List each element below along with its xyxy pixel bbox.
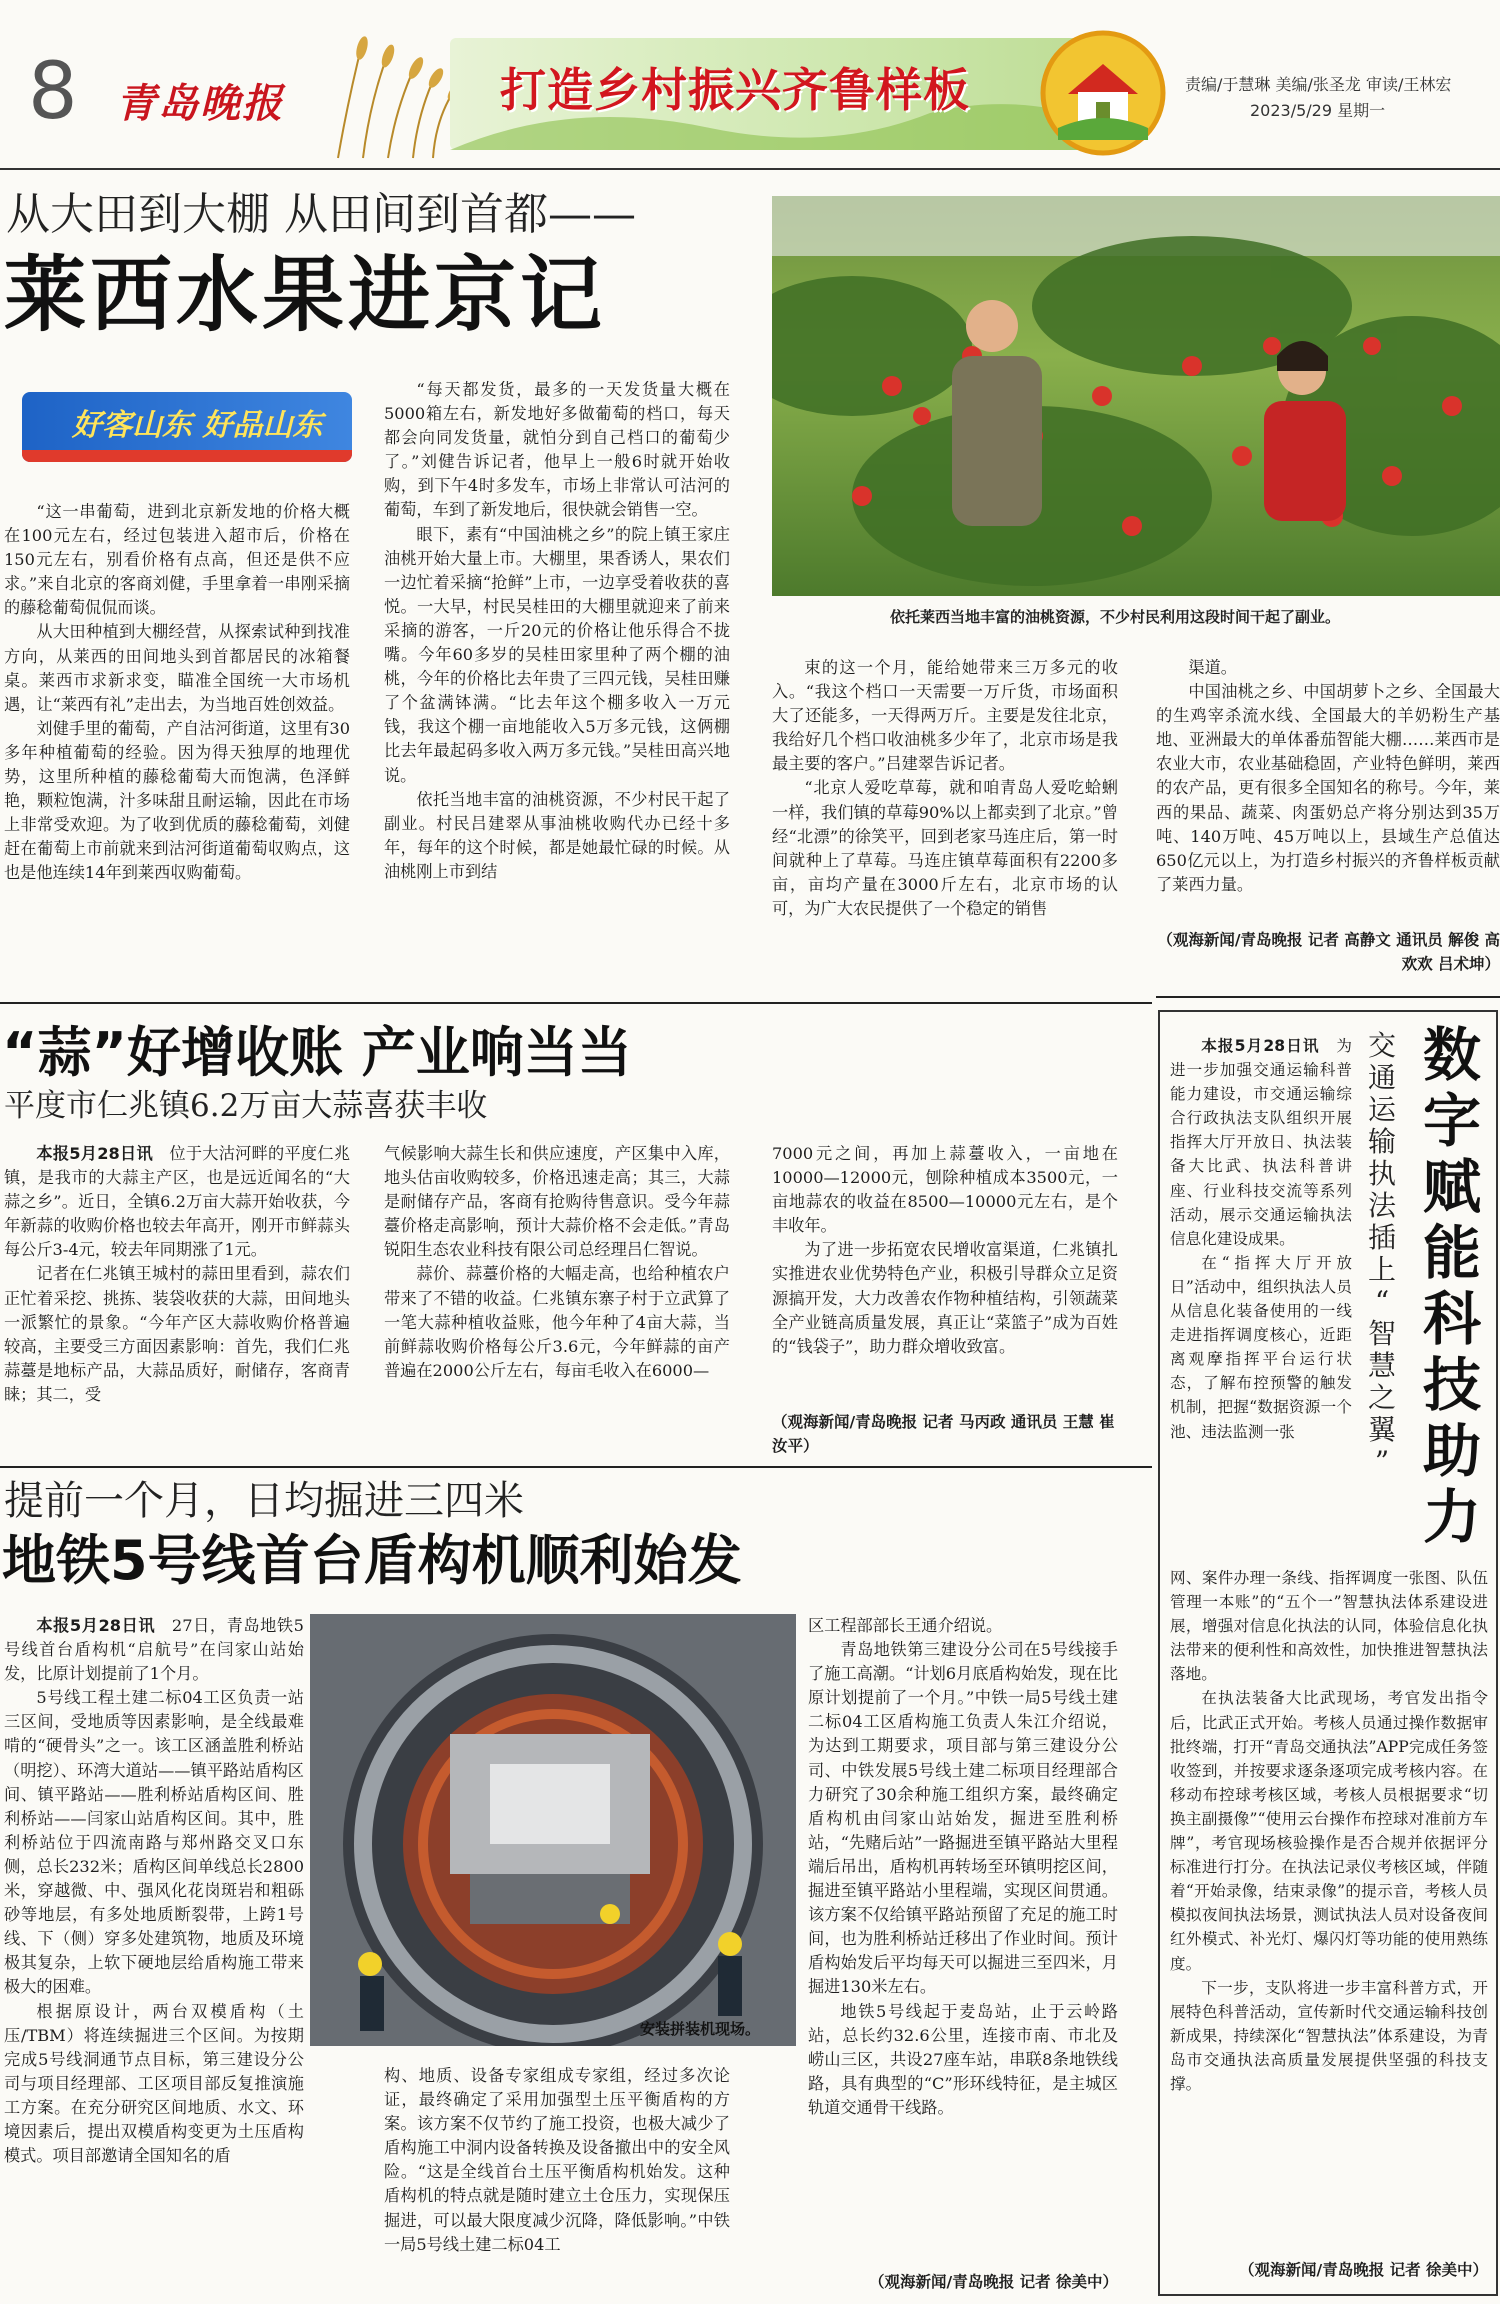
article2-column-3 xyxy=(772,1142,1118,1408)
article3-headline: 地铁5号线首台盾构机顺利始发 xyxy=(2,1529,742,1592)
logo-stripe xyxy=(22,450,352,462)
article4-column-bottom xyxy=(1170,1566,1488,2254)
article1-col1-text xyxy=(4,500,350,886)
article3-photo xyxy=(310,1614,796,2046)
dateline: 本报5月28日讯 xyxy=(36,1616,172,1635)
article2-credit: （观海新闻/青岛晚报 记者 马丙政 通讯员 王慧 崔汝平） xyxy=(772,1413,1115,1455)
paragraph: 渠道。 xyxy=(1188,658,1237,677)
article1-col2-text xyxy=(384,378,730,884)
paragraph: 在“指挥大厅开放日”活动中，组织执法人员从信息化装备使用的一线走进指挥调度核心，近距离观摩指挥平台运行状态，了解布控预警的触发机制，把握“数据资源一个池、违法监测一张 xyxy=(1170,1253,1352,1441)
article1-photo xyxy=(772,196,1500,596)
article2-bottom-rule xyxy=(0,1466,1152,1468)
article3-photo-caption: 安装拼装机现场。 xyxy=(640,2020,761,2038)
paragraph: 在执法装备大比武现场，考官发出指令后，比武正式开始。考核人员通过操作数据审批终端，打开“青岛交通执法”APP完成任务签收签到，并按要求逐条逐项完成考核内容。在移动布控球考核区域，考核人员根据要求“切换主副摄像”“使用云台操作布控球对准前方车牌”，考官现场核验操作是否合规并依据评分标准进行打分。在执法记录仪考核区域，伴随着“开始录像，结束录像”的提示音，考核人员模拟夜间执法场景，测试执法人员对设备夜间红外模式、补光灯、爆闪灯等功能的使用熟练度。 xyxy=(1170,1689,1488,1973)
article2-col1-text xyxy=(4,1142,350,1407)
article3-col3-text xyxy=(808,1614,1118,2120)
article3-column-2 xyxy=(384,2064,730,2304)
paragraph: “这一串葡萄，进到北京新发地的价格大概在100元左右，经过包装进入超市后，价格在150元左右，别看价格有点高，但还是供不应求。”来自北京的客商刘健，手里拿着一串刚采摘的藤稔葡萄侃侃而谈。 xyxy=(4,502,350,618)
article2-col3-text xyxy=(772,1142,1118,1359)
paragraph: 区工程部部长王通介绍说。 xyxy=(808,1616,1003,1635)
paragraph: 中国油桃之乡、中国胡萝卜之乡、全国最大的生鸡宰杀流水线、全国最大的羊奶粉生产基地、亚洲最大的单体番茄智能大棚……莱西市是农业大市，农业基础稳固，产业特色鲜明，莱西的农产品，更有很多全国知名的称号。今年，莱西的果品、蔬菜、肉蛋奶总产将分别达到35万吨、140万吨、45万吨以上，县域生产总值达650亿元以上，为打造乡村振兴的齐鲁样板贡献了莱西力量。 xyxy=(1156,682,1500,894)
article1-bottom-rule xyxy=(0,1002,1152,1004)
article4-top-text xyxy=(1170,1034,1352,1444)
paragraph: 构、地质、设备专家组成专家组，经过多次论证，最终确定了采用加强型土压平衡盾构的方案。该方案不仅节约了施工投资，也极大减少了盾构施工中洞内设备转换及设备撤出中的安全风险。“这是全线首台土压平衡盾构机始发。这种盾构机的特点就是随时建立土仓压力，实现保压掘进，可以最大限度减少沉降，降低影响。”中铁一局5号线土建二标04工 xyxy=(384,2066,730,2254)
paragraph: 眼下，素有“中国油桃之乡”的院上镇王家庄油桃开始大量上市。大棚里，果香诱人，果农们一边忙着采摘“抢鲜”上市，一边享受着收获的喜悦。一大早，村民吴桂田的大棚里就迎来了前来采摘的游客，一斤20元的价格让他乐得合不拢嘴。今年60多岁的吴桂田家里种了两个棚的油桃，今年的价格比去年贵了三四元钱，吴桂田赚了个盆满钵满。“比去年这个棚多收入一万元钱，我这个棚一亩地能收入5万多元钱，这俩棚比去年最起码多收入两万多元钱。”吴桂田高兴地说。 xyxy=(384,524,730,785)
article3-credit: （观海新闻/青岛晚报 记者 徐美中） xyxy=(869,2273,1118,2291)
article3-kicker: 提前一个月，日均掘进三四米 xyxy=(4,1478,524,1524)
paragraph: 地铁5号线起于麦岛站，止于云岭路站，总长约32.6公里，连接市南、市北及崂山三区，共设27座车站，串联8条地铁线路，具有典型的“C”形环线特征，是主城区轨道交通骨干线路。 xyxy=(808,2001,1118,2117)
paragraph: “北京人爱吃草莓，就和咱青岛人爱吃蛤蜊一样，我们镇的草莓90%以上都卖到了北京。”曾经“北漂”的徐笑平，回到老家马连庄后，第一时间就种上了草莓。马连庄镇草莓面积有2200多亩，亩均产量在3000斤左右，北京市场的认可，为广大农民提供了一个稳定的销售 xyxy=(772,778,1118,918)
article3-column-1 xyxy=(4,1614,304,2304)
masthead xyxy=(0,0,1500,165)
article1-col4-text xyxy=(1156,656,1500,897)
paragraph: 为了进一步拓宽农民增收富渠道，仁兆镇扎实推进农业优势特色产业，积极引导群众立足资源搞开发，大力改善农作物种植结构，引领蔬菜全产业链高质量发展，真正让“菜篮子”成为百姓的“钱袋子”，助力群众增收致富。 xyxy=(772,1240,1118,1356)
banner-title: 打造乡村振兴齐鲁样板 xyxy=(500,63,970,117)
article1-right-rule xyxy=(1156,996,1500,998)
article1-column-4 xyxy=(1156,656,1500,922)
article2-subhead: 平度市仁兆镇6.2万亩大蒜喜获丰收 xyxy=(4,1088,488,1124)
dateline: 本报5月28日讯 xyxy=(1201,1037,1337,1055)
paragraph: “每天都发货，最多的一天发货量大概在5000箱左右，新发地好多做葡萄的档口，每天都会向同发货量，就怕分到自己档口的葡萄少了。”刘健告诉记者，他早上一般6时就开始收购，到下午4时多发车，市场上非常认可沽河的葡萄，车到了新发地后，很快就会销售一空。 xyxy=(384,380,730,520)
article2-headline: “蒜”好增收账 产业响当当 xyxy=(2,1021,632,1084)
page-number: 8 xyxy=(28,47,78,137)
paragraph: 7000元之间，再加上蒜薹收入，一亩地在10000—12000元，刨除种植成本3500元，一亩地蒜农的收益在8500—10000元左右，是个丰收年。 xyxy=(772,1144,1118,1236)
article1-kicker: 从大田到大棚 从田间到首都—— xyxy=(6,189,636,240)
article1-column-2 xyxy=(384,378,730,988)
article1-photo-caption: 依托莱西当地丰富的油桃资源，不少村民利用这段时间干起了副业。 xyxy=(890,608,1341,626)
article4-subhead xyxy=(1362,1030,1402,1478)
paragraph: 刘健手里的葡萄，产自沽河街道，这里有30多年种植葡萄的经验。因为得天独厚的地理优势，这里所种植的藤稔葡萄大而饱满，色泽鲜艳，颗粒饱满，汁多味甜且耐运输，因此在市场上非常受欢迎。为了收到优质的藤稔葡萄，刘健赶在葡萄上市前就来到沽河街道葡萄収购点，这也是他连续14年到莱西収购葡萄。 xyxy=(4,718,350,883)
article1-column-3 xyxy=(772,656,1118,988)
article4-credit: （观海新闻/青岛晚报 记者 徐美中） xyxy=(1239,2261,1488,2279)
shandong-logo xyxy=(22,392,352,462)
paragraph: 依托当地丰富的油桃资源，不少村民干起了副业。村民吕建翠从事油桃收购代办已经十多年，每年的这个时候，都是她最忙碌的时候。从油桃刚上市到结 xyxy=(384,789,730,881)
house-logo-icon xyxy=(1038,28,1168,158)
paragraph: 气候影响大蒜生长和供应速度，产区集中入库，地头估亩收购较多，价格迅速走高；其三，大蒜是耐储存产品，客商有抢购待售意识。受今年蒜薹价格走高影响，预计大蒜价格不会走低。”青岛锐阳生态农业科技有限公司总经理吕仁智说。 xyxy=(384,1144,730,1260)
article3-col2-text xyxy=(384,2064,730,2257)
shandong-logo-text: 好客山东 好品山东 xyxy=(72,408,323,443)
paragraph: 束的这一个月，能给她带来三万多元的收入。“我这个档口一天需要一万斤货，市场面积大了还能多，一天得两万斤。主要是发往北京，我给好几个档口收油桃多少年了，北京市场是我最主要的客户。”吕建翠告诉记者。 xyxy=(772,658,1118,774)
article2-column-2 xyxy=(384,1142,730,1458)
issue-date: 2023/5/29 星期一 xyxy=(1250,101,1386,120)
article3-col1-text xyxy=(4,1614,304,2168)
article3-column-3 xyxy=(808,1614,1118,2264)
article4-subhead-text: 交 通 运 输 执 法 插 上 “ 智 慧 之 翼 ” xyxy=(1367,1029,1396,1478)
paragraph: 本报5月28日讯 为进一步加强交通运输科普能力建设，市交通运输综合行政执法支队组织开展指挥大厅开放日、执法装备大比武、执法科普讲座、行业科技交流等系列活动，展示交通运输执法信息化建设成果。 xyxy=(1170,1037,1352,1248)
paragraph: 本报5月28日讯 27日，青岛地铁5号线首台盾构机“启航号”在闫家山站始发，比原计划提前了1个月。 xyxy=(4,1616,304,1684)
paragraph: 根据原设计，两台双模盾构（土压/TBM）将连续掘进三个区间。为按期完成5号线洞通节点目标，第三建设分公司与项目经理部、工区项目部反复推演施工方案。在充分研究区间地质、水文、环境因素后，提出双模盾构变更为土压盾构模式。项目部邀请全国知名的盾 xyxy=(4,2001,304,2166)
article1-column-1 xyxy=(4,500,350,988)
paragraph: 从大田种植到大棚经营，从探索试种到找准方向，从莱西的田间地头到首都居民的冰箱餐桌。莱西市求新求变，瞄准全国统一大市场机遇，让“莱西有礼”走出去，为当地百姓创效益。 xyxy=(4,622,350,714)
editors-line: 责编/于慧琳 美编/张圣龙 审读/王林宏 xyxy=(1185,75,1452,94)
dateline: 本报5月28日讯 xyxy=(36,1144,170,1163)
paragraph: 青岛地铁第三建设分公司在5号线接手了施工高潮。“计划6月底盾构始发，现在比原计划提前了一个月。”中铁一局5号线土建二标04工区盾构施工负责人朱江介绍说，为达到工期要求，项目部与第三建设分公司、中铁发展5号线土建二标项目经理部合力研究了30余种施工组织方案，最终确定盾构机由闫家山站始发，掘进至胜利桥站，“先赌后站”一路掘进至镇平路站大里程端后吊出，盾构机再转场至环镇明挖区间，掘进至镇平路站小里程端，实现区间贯通。该方案不仅给镇平路站预留了充足的施工时间，也为胜利桥站迁移出了作业时间。预计盾构始发后平均每天可以掘进三至四米，月掘进130米左右。 xyxy=(808,1640,1118,1997)
article1-credit: （观海新闻/青岛晚报 记者 高静文 通讯员 解俊 高欢欢 吕术坤） xyxy=(1157,931,1500,973)
wheat-illustration xyxy=(318,30,468,160)
paragraph: 本报5月28日讯 位于大沽河畔的平度仁兆镇，是我市的大蒜主产区，也是远近闻名的“大蒜之乡”。近日，全镇6.2万亩大蒜开始收获，今年新蒜的收购价格也较去年高开，刚开市鲜蒜头每公斤3-4元，较去年同期涨了1元。 xyxy=(4,1144,350,1260)
paragraph: 下一步，支队将进一步丰富科普方式，开展特色科普活动，宣传新时代交通运输科技创新成果，持续深化“智慧执法”体系建设，为青岛市交通执法高质量发展提供坚强的科技支撑。 xyxy=(1170,1978,1488,2093)
article2-col2-text xyxy=(384,1142,730,1383)
paragraph: 记者在仁兆镇王城村的蒜田里看到，蒜农们正忙着采挖、挑拣、装袋收获的大蒜，田间地头一派繁忙的景象。“今年产区大蒜收购价格普遍较高，主要受三方面因素影响：首先，我们仁兆蒜薹是地标产品，大蒜品质好，耐储存，客商青睐；其二，受 xyxy=(4,1264,350,1404)
article4-headline xyxy=(1412,1022,1492,1550)
article1-headline: 莱西水果进京记 xyxy=(4,248,607,343)
article4-column-top xyxy=(1170,1034,1352,1566)
paper-name: 青岛晚报 xyxy=(116,80,284,127)
paragraph: 蒜价、蒜薹价格的大幅走高，也给种植农户带来了不错的收益。仁兆镇东寨子村于立武算了一笔大蒜种植收益账，他今年种了4亩大蒜，当前鲜蒜收购价格每公斤3.6元，今年鲜蒜的亩产普遍在2000公斤左右，每亩毛收入在6000— xyxy=(384,1264,730,1380)
paragraph: 5号线工程土建二标04工区负责一站三区间，受地质等因素影响，是全线最难啃的“硬骨头”之一。该工区涵盖胜利桥站（明挖）、环湾大道站——镇平路站盾构区间、镇平路站——胜利桥站盾构区间、胜利桥站——闫家山站盾构区间。其中，胜利桥站位于四流南路与郑州路交叉口东侧，总长232米；盾构区间单线总长2800米，穿越微、中、强风化花岗斑岩和粗砾砂等地层，有多处地质断裂带，上跨1号线、下（侧）穿多处建筑物，地质及环境极其复杂，上软下硬地层给盾构施工带来极大的困难。 xyxy=(4,1688,304,1997)
masthead-rule xyxy=(0,168,1500,170)
article4-headline-text: 数 字 赋 能 科 技 助 力 xyxy=(1422,1021,1481,1551)
paragraph: 网、案件办理一条线、指挥调度一张图、队伍管理一本账”的“五个一”智慧执法体系建设进展，增强对信息化执法的认同，体验信息化执法带来的便利性和高效性，加快推进智慧执法落地。 xyxy=(1170,1569,1488,1684)
article2-column-1 xyxy=(4,1142,350,1458)
article4-bottom-text xyxy=(1170,1566,1488,2096)
article1-col3-text xyxy=(772,656,1118,921)
